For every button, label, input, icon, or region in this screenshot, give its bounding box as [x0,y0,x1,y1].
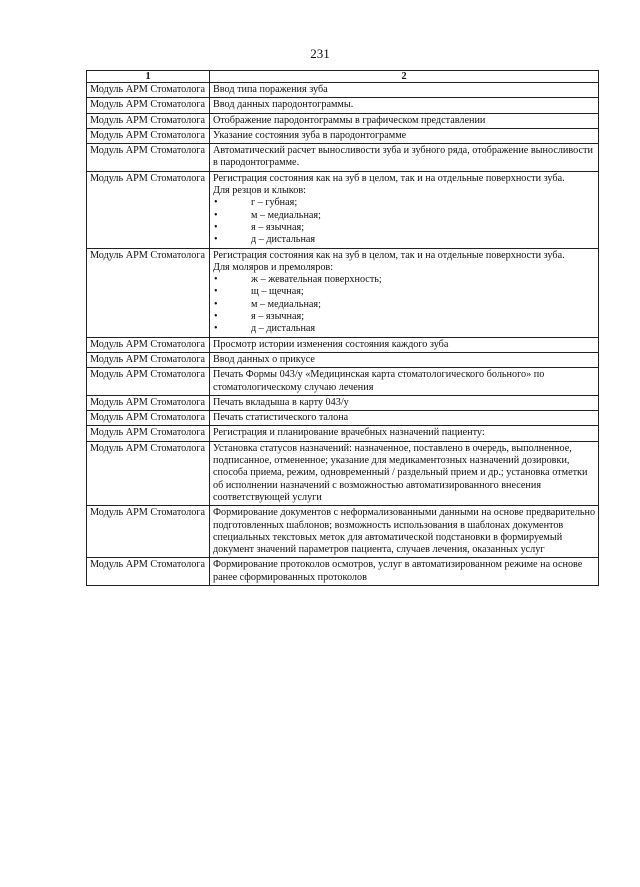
table-row [87,368,599,396]
function-text: Печать Формы 043/у «Медицинская карта стоматологического больного» по стоматологическому случаю лечения [213,369,545,393]
function-text: Указание состояния зуба в пародонтограмме [213,129,407,141]
function-cell [210,411,599,426]
function-text: Регистрация состояния как на зуб в целом, так и на отдельные поверхности зуба. [213,172,565,184]
list-item: • м – медиальная; [213,210,596,222]
table-row [87,171,599,248]
function-text: Ввод данных о прикусе [213,353,315,365]
function-text: Печать статистического талона [213,412,349,424]
column-header: 1 [87,71,210,83]
table-row [87,248,599,337]
list-item: • я – язычная; [213,222,596,234]
table-row [87,506,599,558]
list-item: • д – дистальная [213,323,596,335]
function-text: Печать вкладыша в карту 043/у [213,396,349,408]
function-text: Отображение пародонтограммы в графическом представлении [213,114,486,126]
module-cell: Модуль АРМ Стоматолога [87,113,210,128]
function-cell [210,395,599,410]
table-row [87,144,599,172]
table-body [87,83,599,586]
function-cell [210,352,599,367]
surface-list [213,274,596,335]
function-cell [210,426,599,441]
table-row [87,83,599,98]
module-cell: Модуль АРМ Стоматолога [87,368,210,396]
table-header-row [87,71,599,83]
function-cell [210,506,599,558]
table-row [87,113,599,128]
function-text: Регистрация состояния как на зуб в целом, так и на отдельные поверхности зуба. [213,249,565,261]
function-cell [210,337,599,352]
function-cell [210,113,599,128]
function-text: Ввод типа поражения зуба [213,84,328,95]
module-cell: Модуль АРМ Стоматолога [87,144,210,172]
table-row [87,426,599,441]
function-text: Формирование протоколов осмотров, услуг в автоматизированном режиме на основе ранее сформированных протоколов [213,559,583,583]
function-text: Для моляров и премоляров: [213,261,334,273]
function-cell [210,171,599,248]
column-header: 2 [210,71,599,83]
module-cell: Модуль АРМ Стоматолога [87,395,210,410]
table-row [87,352,599,367]
table-row [87,337,599,352]
table-row [87,128,599,143]
function-cell [210,144,599,172]
function-cell [210,83,599,98]
surface-list [213,197,596,246]
function-cell [210,441,599,505]
function-text: Просмотр истории изменения состояния каждого зуба [213,338,449,350]
module-cell: Модуль АРМ Стоматолога [87,441,210,505]
function-cell [210,558,599,586]
module-cell: Модуль АРМ Стоматолога [87,98,210,113]
function-text: Автоматический расчет выносливости зуба и зубного ряда, отображение выносливости в пародонтограмме. [213,145,593,169]
page-number: 231 [310,46,330,61]
function-text: Формирование документов с неформализованными данными на основе предварительно подготовленных шаблонов; возможность использования в шаблонах документов специальных текстовых меток для автоматической подстановки в формируемый документ значений параметров пациента, случаев лечения, оказанных услуг [213,507,596,556]
function-cell [210,368,599,396]
module-cell: Модуль АРМ Стоматолога [87,171,210,248]
table-row [87,98,599,113]
module-cell: Модуль АРМ Стоматолога [87,426,210,441]
list-item: • ж – жевательная поверхность; [213,274,596,286]
module-cell: Модуль АРМ Стоматолога [87,506,210,558]
list-item: • м – медиальная; [213,299,596,311]
list-item: • я – язычная; [213,311,596,323]
module-cell: Модуль АРМ Стоматолога [87,411,210,426]
list-item: • г – губная; [213,197,596,209]
module-cell: Модуль АРМ Стоматолога [87,128,210,143]
list-item: • щ – щечная; [213,286,596,298]
module-cell: Модуль АРМ Стоматолога [87,558,210,586]
module-cell: Модуль АРМ Стоматолога [87,83,210,98]
function-text: Для резцов и клыков: [213,185,306,197]
module-cell: Модуль АРМ Стоматолога [87,352,210,367]
table-row [87,411,599,426]
function-text: Регистрация и планирование врачебных назначений пациенту: [213,427,485,439]
table-row [87,441,599,505]
table-row [87,558,599,586]
requirements-table [86,70,599,586]
function-cell [210,128,599,143]
module-cell: Модуль АРМ Стоматолога [87,337,210,352]
function-text: Установка статусов назначений: назначенное, поставлено в очередь, выполненное, подписанное, отмененное; указание для медикаментозных назначений дозировки, способа приема, режим, одновременный / раздельный прием и др.; установка отметки об исполнении назначений с возможностью автоматизированного внесения соответствующей услуги [213,442,588,503]
table-row [87,395,599,410]
function-text: Ввод данных пародонтограммы. [213,99,354,111]
module-cell: Модуль АРМ Стоматолога [87,248,210,337]
function-cell [210,98,599,113]
function-cell [210,248,599,337]
list-item: • д – дистальная [213,234,596,246]
